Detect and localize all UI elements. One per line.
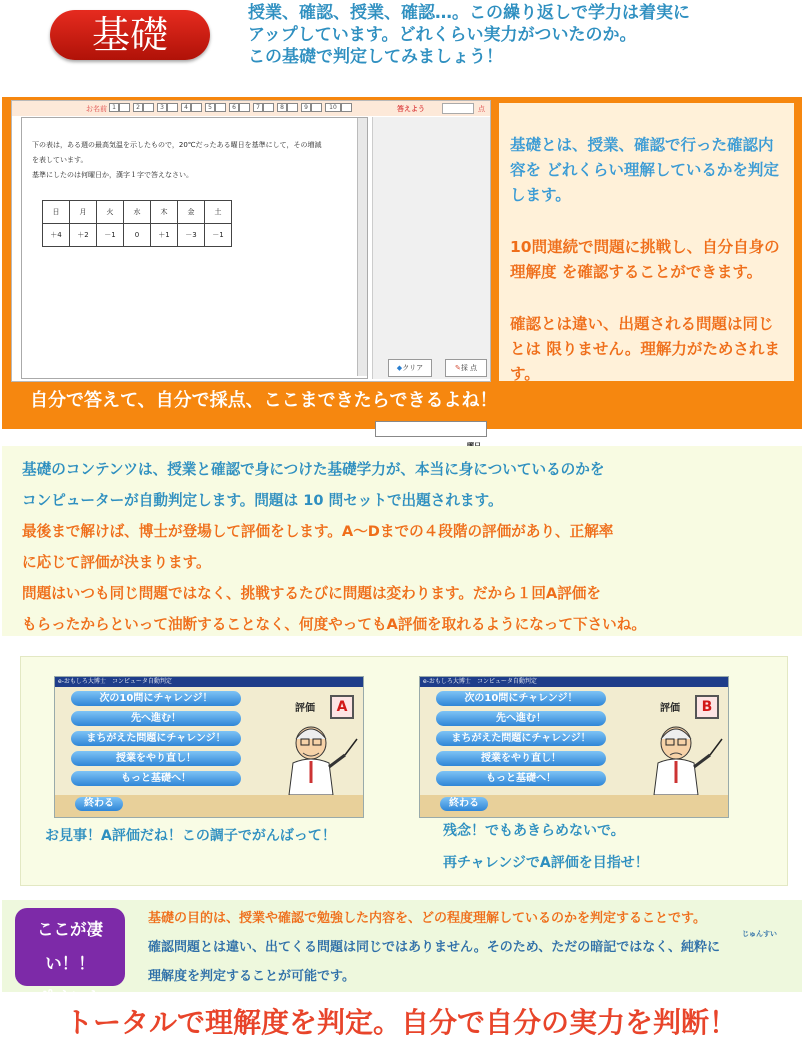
bottom-title: トータルで理解度を判定。自分で自分の実力を判断！ bbox=[64, 1006, 737, 1039]
grade-label: 評価 bbox=[660, 703, 680, 714]
professor-icon bbox=[281, 723, 361, 795]
grade-a-badge: A bbox=[330, 695, 354, 719]
pencil-icon: ✎ bbox=[454, 364, 461, 372]
more-basics-button[interactable]: もっと基礎へ！ bbox=[71, 771, 241, 786]
grade-label: 評価 bbox=[295, 703, 315, 714]
question-text: 下の表は，ある週の最高気温を示したもので，20℃だったある曜日を基準にして，その増減 を表しています。 基準にしたのは何曜日か，漢字１字で答えなさい。 bbox=[32, 141, 322, 179]
redo-lesson-button[interactable]: 授業をやり直し！ bbox=[436, 751, 606, 766]
quiz-screen bbox=[11, 100, 491, 382]
grade-b-badge: B bbox=[695, 695, 719, 719]
explain-paragraph-1: 基礎とは、授業、確認で行った確認内容を どれくらい理解しているかを判定します。 bbox=[510, 136, 779, 204]
section-badge: 基礎 bbox=[50, 10, 210, 60]
toolbar-answer-label: 答えよう bbox=[397, 105, 425, 113]
question-pane bbox=[21, 117, 368, 379]
point-text: 基礎の目的は、授業や確認で勉強した内容を、どの程度理解しているのかを判定することです。 確認問題とは違い、出てくる問題は同じではありません。そのため、ただの暗記ではなく、純粋に 理解度を判定することが可能です。 bbox=[148, 911, 721, 984]
more-basics-button[interactable]: もっと基礎へ！ bbox=[436, 771, 606, 786]
next-challenge-button[interactable]: 次の10問にチャレンジ！ bbox=[436, 691, 606, 706]
explain-panel bbox=[499, 103, 794, 381]
score-button[interactable]: ✎採 点 bbox=[445, 359, 487, 377]
score-field bbox=[442, 103, 474, 114]
window-title: e-おもしろ大博士 コンピュータ自動判定 bbox=[420, 677, 728, 687]
caption-b-line1: 残念！でもあきらめないで。 bbox=[443, 823, 625, 839]
ruby-text: じゅんすい bbox=[742, 930, 777, 938]
retry-mistakes-button[interactable]: まちがえた問題にチャレンジ！ bbox=[436, 731, 606, 746]
redo-lesson-button[interactable]: 授業をやり直し！ bbox=[71, 751, 241, 766]
retry-mistakes-button[interactable]: まちがえた問題にチャレンジ！ bbox=[71, 731, 241, 746]
end-button[interactable]: 終わる bbox=[440, 797, 488, 811]
question-number-tabs[interactable]: 1 2 3 4 5 6 7 8 9 10 bbox=[108, 103, 354, 112]
answer-pane bbox=[372, 117, 490, 379]
info-box: 基礎のコンテンツは、授業と確認で身につけた基礎学力が、本当に身についているのかを コンピューターが自動判定します。問題は 10 問セットで出題されます。 最後まで解けば、博士が登場して評価をします。A～Dまでの４段階の評価があり、正解率 に応じて評価が決まります。 問題はいつも同じ問題ではなく、挑戦するたびに問題は変わります。だから１回A評価を もらったからといって油断することなく、何度やってもA評価を取れるようになって下さいね。 bbox=[2, 446, 802, 636]
answer-input[interactable] bbox=[375, 421, 487, 437]
toolbar-point-label: 点 bbox=[478, 105, 485, 113]
point-badge: ここが凄い！！ ポイント bbox=[15, 908, 125, 986]
intro-text: 授業、確認、授業、確認…。この繰り返しで学力は着実に アップしています。どれくらい実力がついたのか。 この基礎で判定してみましょう！ bbox=[248, 3, 690, 67]
next-challenge-button[interactable]: 次の10問にチャレンジ！ bbox=[71, 691, 241, 706]
frame-caption: 自分で答えて、自分で採点、ここまできたらできるよね！ bbox=[30, 390, 498, 411]
toolbar-name-label: お名前 bbox=[86, 105, 107, 113]
diamond-icon: ◆ bbox=[396, 364, 403, 372]
evaluation-demo bbox=[20, 656, 788, 886]
quiz-toolbar bbox=[12, 101, 490, 116]
explain-paragraph-2: 10問連続で問題に挑戦し、自分自身の理解度 を確認することができます。 bbox=[510, 238, 780, 281]
explain-paragraph-3: 確認とは違い、出題される問題は同じとは 限りません。理解力がためされます。 bbox=[510, 315, 780, 383]
temperature-table: 日 月 火 水 木 金 土 ＋4 ＋2 －1 0 ＋1 －3 －1 bbox=[42, 200, 232, 247]
caption-b-line2: 再チャレンジでA評価を目指せ！ bbox=[443, 855, 649, 871]
window-title: e-おもしろ大博士 コンピュータ自動判定 bbox=[55, 677, 363, 687]
end-button[interactable]: 終わる bbox=[75, 797, 123, 811]
evaluation-window-a bbox=[54, 676, 364, 818]
evaluation-window-b bbox=[419, 676, 729, 818]
professor-icon bbox=[646, 723, 726, 795]
go-next-button[interactable]: 先へ進む！ bbox=[71, 711, 241, 726]
go-next-button[interactable]: 先へ進む！ bbox=[436, 711, 606, 726]
caption-a: お見事！A評価だね！この調子でがんばって！ bbox=[45, 828, 336, 844]
question-scrollbar[interactable] bbox=[357, 118, 367, 376]
clear-button[interactable]: ◆クリア bbox=[388, 359, 432, 377]
